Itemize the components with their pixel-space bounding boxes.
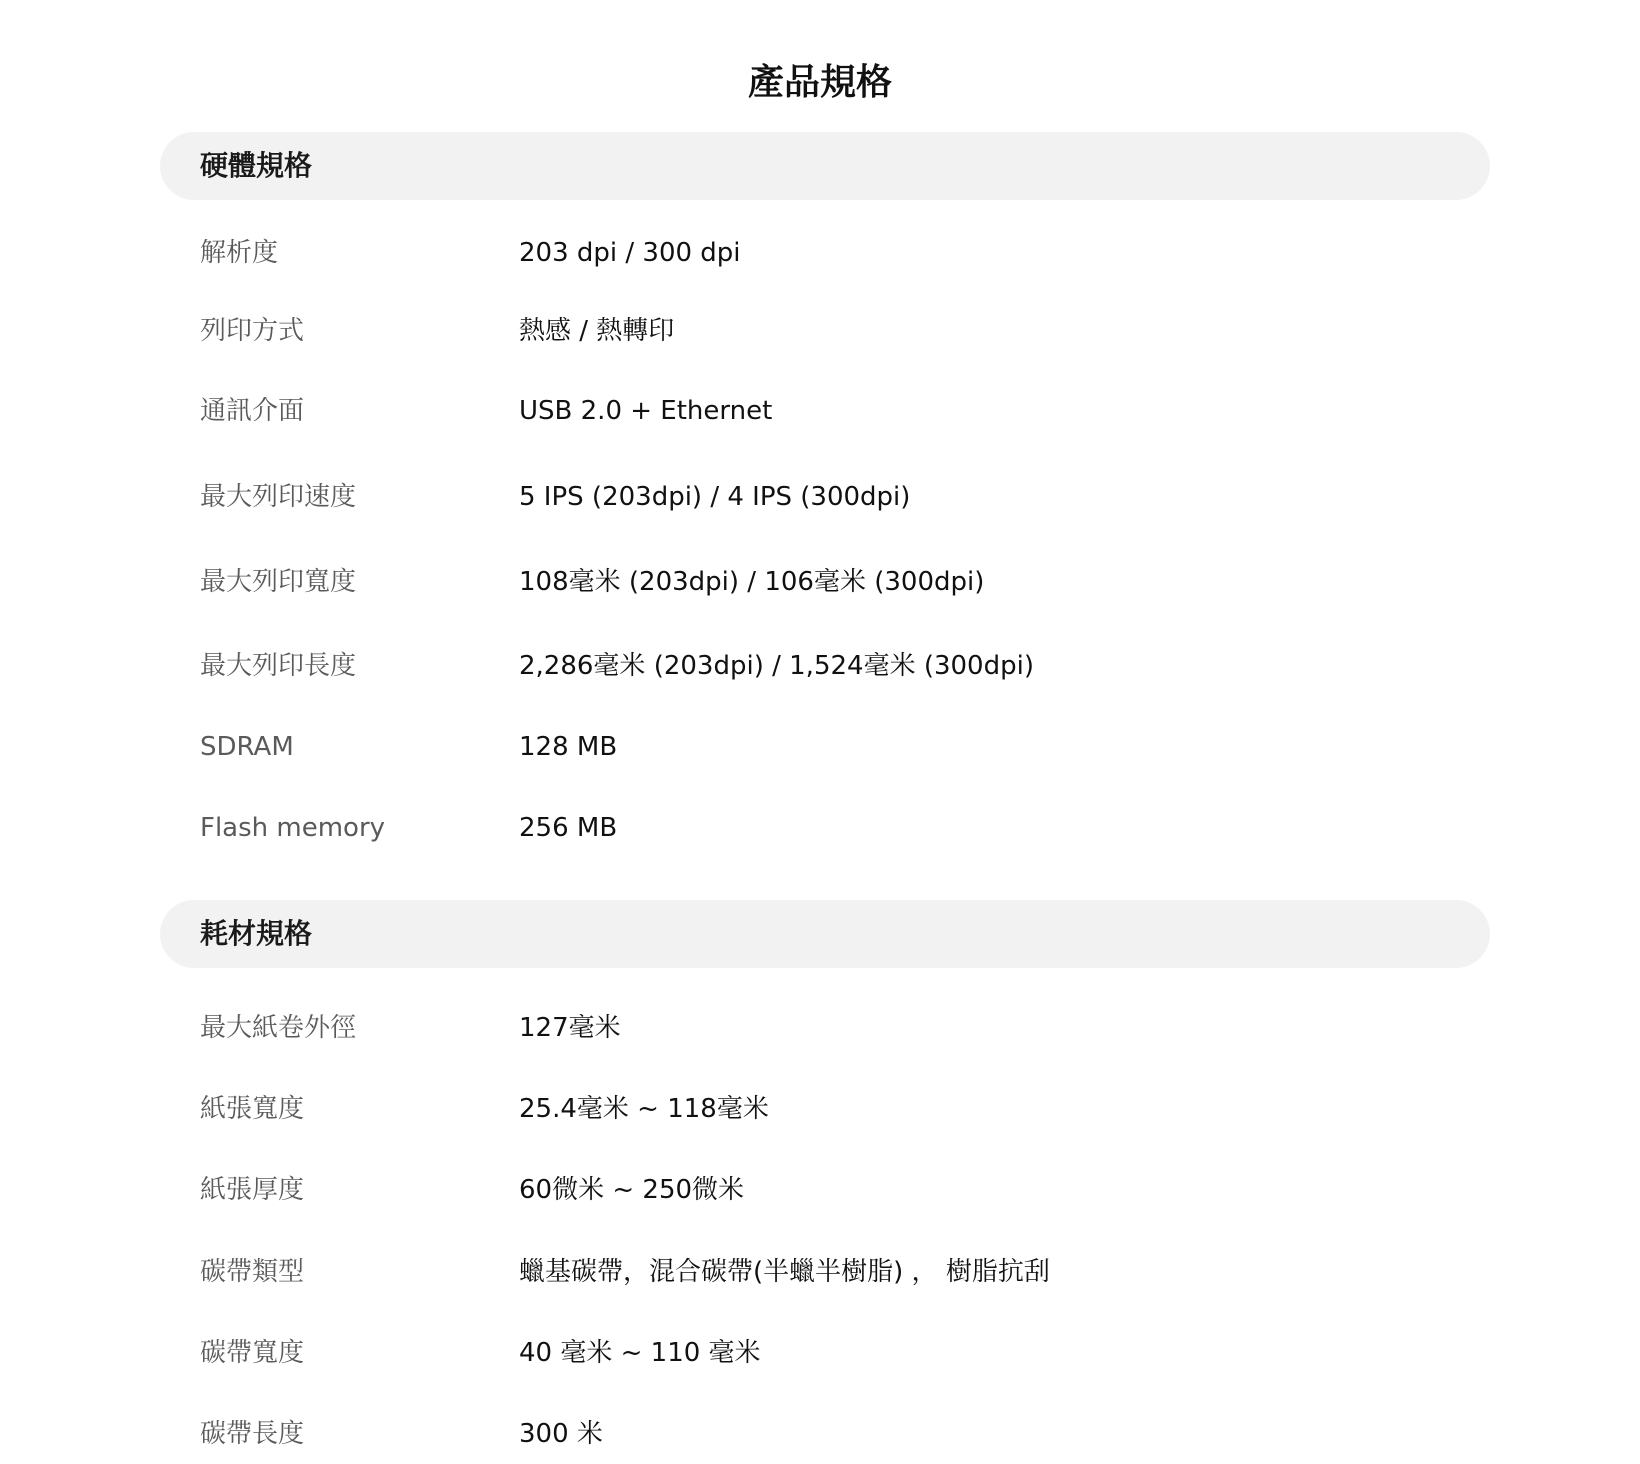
spec-row-interface <box>200 391 1490 431</box>
section-header-consumables <box>160 900 1490 968</box>
spec-row-ribbon-width <box>200 1333 1490 1373</box>
spec-value: 127毫米 <box>519 1013 621 1043</box>
spec-value: USB 2.0 + Ethernet <box>519 396 773 426</box>
section-header-hardware <box>160 132 1490 200</box>
spec-label: 列印方式 <box>200 316 305 346</box>
spec-row-resolution <box>200 233 1490 273</box>
spec-value: 128 MB <box>519 732 618 762</box>
spec-value: 203 dpi / 300 dpi <box>519 238 741 268</box>
spec-label: 碳帶寬度 <box>200 1338 305 1368</box>
spec-value: 40 毫米 ~ 110 毫米 <box>519 1338 761 1368</box>
spec-value: 60微米 ~ 250微米 <box>519 1175 745 1205</box>
spec-value: 5 IPS (203dpi) / 4 IPS (300dpi) <box>519 482 911 512</box>
spec-row-print-method <box>200 311 1490 351</box>
spec-label: Flash memory <box>200 813 386 843</box>
spec-label: 最大列印速度 <box>200 482 357 512</box>
spec-row-paper-width <box>200 1089 1490 1129</box>
spec-value: 2,286毫米 (203dpi) / 1,524毫米 (300dpi) <box>519 651 1034 681</box>
spec-value: 25.4毫米 ~ 118毫米 <box>519 1094 769 1124</box>
spec-row-max-roll-diameter <box>200 1008 1490 1048</box>
spec-label: 最大紙卷外徑 <box>200 1013 357 1043</box>
spec-value: 蠟基碳帶，混合碳帶(半蠟半樹脂) ， 樹脂抗刮 <box>519 1257 1050 1287</box>
spec-row-paper-thickness <box>200 1170 1490 1210</box>
page-title: 產品規格 <box>747 62 892 103</box>
spec-row-sdram <box>200 727 1490 767</box>
spec-label: 最大列印寬度 <box>200 567 357 597</box>
section-title-consumables: 耗材規格 <box>200 917 313 950</box>
spec-label: 碳帶類型 <box>200 1257 305 1287</box>
spec-label: 紙張寬度 <box>200 1094 305 1124</box>
spec-row-max-print-width <box>200 562 1490 602</box>
spec-value: 熱感 / 熱轉印 <box>519 316 675 346</box>
spec-label: SDRAM <box>200 732 294 762</box>
spec-row-max-print-speed <box>200 477 1490 517</box>
spec-row-flash-memory <box>200 808 1490 848</box>
spec-value: 300 米 <box>519 1419 603 1449</box>
spec-row-ribbon-type <box>200 1252 1490 1292</box>
spec-label: 紙張厚度 <box>200 1175 305 1205</box>
spec-label: 碳帶長度 <box>200 1419 305 1449</box>
section-title-hardware: 硬體規格 <box>200 149 313 182</box>
spec-label: 通訊介面 <box>200 396 305 426</box>
spec-label: 解析度 <box>200 238 279 268</box>
spec-value: 256 MB <box>519 813 618 843</box>
spec-row-max-print-length <box>200 646 1490 686</box>
spec-row-ribbon-length <box>200 1414 1490 1454</box>
spec-value: 108毫米 (203dpi) / 106毫米 (300dpi) <box>519 567 985 597</box>
spec-label: 最大列印長度 <box>200 651 357 681</box>
